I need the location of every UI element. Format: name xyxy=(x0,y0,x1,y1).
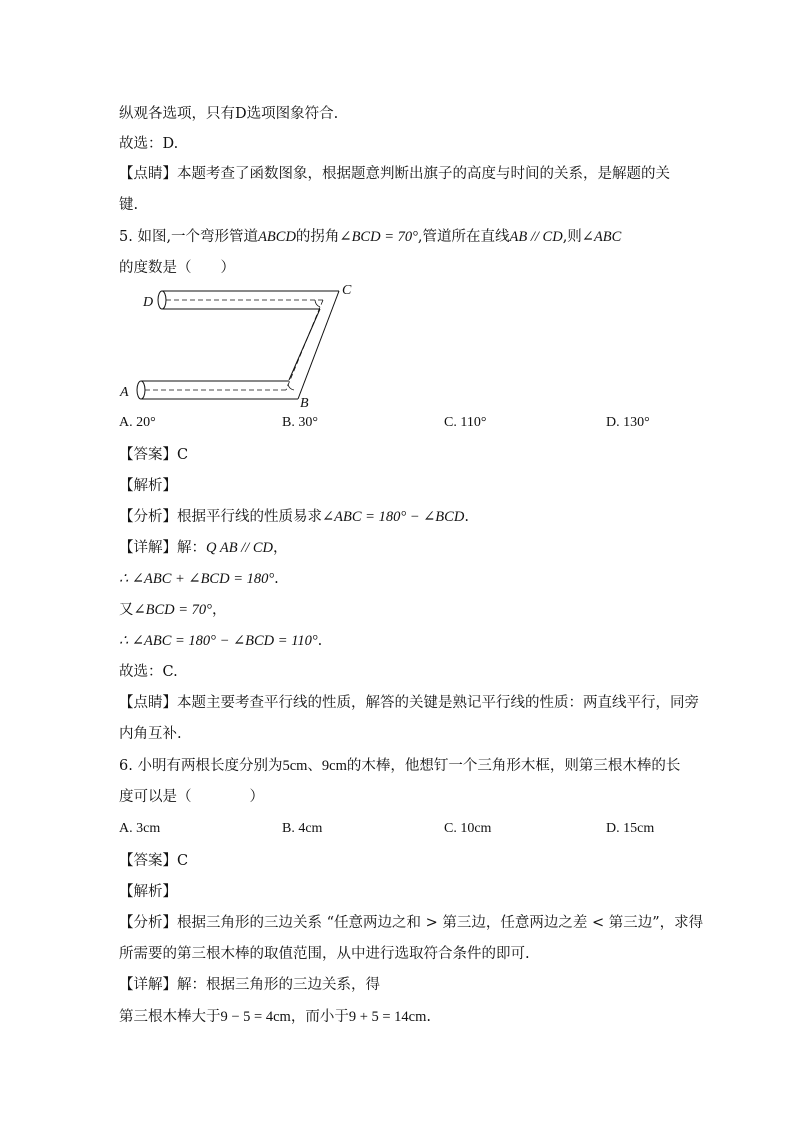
choose-line: 故选：C. xyxy=(119,664,178,680)
option-a: A. 20° xyxy=(119,415,156,430)
option-c: C. 110° xyxy=(444,415,487,430)
analysis-line: 【分析】根据三角形的三边关系 “任意两边之和 > 第三边，任意两边之差 < 第三边”，求得 xyxy=(119,915,704,931)
option-b: B. 30° xyxy=(282,415,318,430)
solution-text: ，而小于 xyxy=(290,1009,349,1025)
solution-line xyxy=(119,538,288,558)
option-b: B. 4cm xyxy=(282,821,323,836)
analysis-title: 【解析】 xyxy=(119,884,177,900)
stem-text: 的拐角 xyxy=(295,229,340,245)
question-5-stem xyxy=(119,227,621,247)
angle-mark-c xyxy=(315,300,320,307)
math-expression: 9 − 5 = 4cm xyxy=(220,1009,291,1025)
option-d: D. 130° xyxy=(606,415,650,430)
note-line: 【点睛】本题主要考查平行线的性质，解答的关键是熟记平行线的性质：两直线平行，同旁 xyxy=(119,695,699,711)
label-c: C xyxy=(342,283,352,298)
math-angle-bcd: ∠BCD = 70° xyxy=(339,229,418,245)
punct: 、 xyxy=(307,758,322,774)
math-expression: ∠ABC = 180° − ∠BCD xyxy=(322,509,465,525)
math-expression: 9 + 5 = 14cm xyxy=(348,1009,427,1025)
text-line: 故选：D. xyxy=(119,136,179,152)
math-parallel: AB // CD xyxy=(509,229,563,245)
solution-step xyxy=(119,1007,431,1027)
analysis-title: 【解析】 xyxy=(119,478,177,494)
answer-label: 【答案】C xyxy=(119,447,189,463)
solution-step xyxy=(119,600,226,620)
analysis-line xyxy=(119,507,469,527)
question-5-stem-line2: 的度数是（ ） xyxy=(119,260,235,276)
pipe-centerline xyxy=(286,300,323,390)
question-6-stem xyxy=(119,756,680,776)
math-expression: ∠BCD = 70° xyxy=(133,602,212,618)
angle-mark-b xyxy=(288,384,294,390)
math-expression: Q AB // CD xyxy=(206,540,273,556)
option-a: A. 3cm xyxy=(119,821,161,836)
stem-text: 的木棒，他想钉一个三角形木框，则第三根木棒的长 xyxy=(346,758,681,774)
analysis-line: 所需要的第三根木棒的取值范围，从中进行选取符合条件的即可. xyxy=(119,946,530,962)
note-line: 键. xyxy=(119,197,139,213)
solution-step xyxy=(119,569,279,589)
solution-step xyxy=(119,631,322,651)
math-length: 5cm xyxy=(282,758,308,774)
solution-text: 第三根木棒大于 xyxy=(119,1009,221,1025)
stem-text: ,管道所在直线 xyxy=(417,229,510,245)
pipe-figure xyxy=(118,280,368,410)
solution-text: 又 xyxy=(119,602,134,618)
punct: . xyxy=(274,571,279,587)
punct: ， xyxy=(211,602,227,618)
label-a: A xyxy=(120,385,129,400)
note-line: 内角互补. xyxy=(119,726,182,742)
note-line: 【点睛】本题考查了函数图象，根据题意判断出旗子的高度与时间的关系，是解题的关 xyxy=(119,166,670,182)
solution-line: 【详解】解：根据三角形的三边关系，得 xyxy=(119,977,380,993)
pipe-end-a xyxy=(137,381,145,399)
label-b: B xyxy=(300,396,309,410)
option-c: C. 10cm xyxy=(444,821,492,836)
option-d: D. 15cm xyxy=(606,821,655,836)
punct: . xyxy=(426,1009,432,1025)
math-length: 9cm xyxy=(321,758,347,774)
punct: ， xyxy=(273,540,288,556)
stem-text: ,则 xyxy=(562,229,582,245)
answer-label: 【答案】C xyxy=(119,853,189,869)
solution-text: 【详解】解： xyxy=(119,540,206,556)
analysis-text: 【分析】根据平行线的性质易求 xyxy=(119,509,322,525)
label-d: D xyxy=(143,295,154,310)
math-abcd: ABCD xyxy=(258,229,296,245)
punct: . xyxy=(464,509,469,525)
punct: . xyxy=(317,633,323,649)
math-expression: ∴ ∠ABC = 180° − ∠BCD = 110° xyxy=(119,633,318,649)
math-angle-abc: ∠ABC xyxy=(581,229,622,245)
stem-text: 6. 小明有两根长度分别为 xyxy=(119,758,283,774)
stem-text: 5. 如图,一个弯形管道 xyxy=(119,229,259,245)
pipe-end-d xyxy=(158,291,166,309)
question-6-stem-line2: 度可以是（ ） xyxy=(119,789,264,805)
math-expression: ∴ ∠ABC + ∠BCD = 180° xyxy=(119,571,275,587)
text-line: 纵观各选项，只有D选项图象符合. xyxy=(119,106,339,122)
